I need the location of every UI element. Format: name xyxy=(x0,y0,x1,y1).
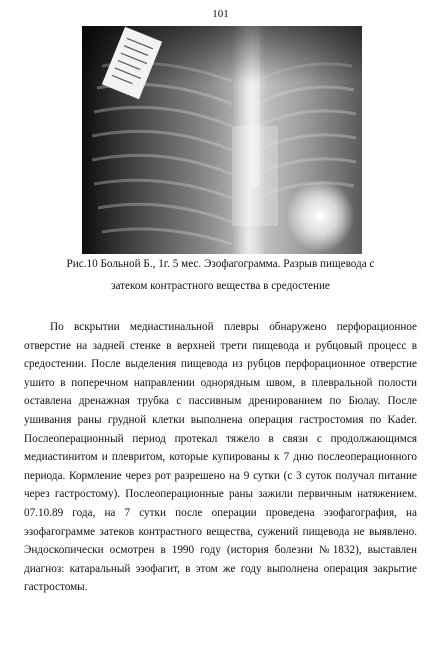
body-paragraph: По вскрытии медиастинальной плевры обнаружено перфорационное отверстие на задней стенке в верхней трети пищевода и рубцовый процесс в средостении. После выделения пищевода из рубцов перфорационное отверстие ушито в поперечном направлении однорядным швом, в плевральной полости оставлена дренажная трубка с пассивным дренированием по Бюлау. После ушивания раны грудной клетки выполнена операция гастростомия по Kader. Послеоперационный период протекал тяжело в связи с продолжающимся медиастинитом и плевритом, которые купированы к 7 дню послеоперационного периода. Кормление через рот разрешено на 9 сутки (с 3 суток получал питание через гастростому). Послеоперационные раны зажили первичным натяжением. 07.10.89 года, на 7 сутки после операции проведена эзофагография, на эзофагограмме затеков контрастного вещества, сужений пищевода не выявлено. Эндоскопически осмотрен в 1990 году (история болезни №1832), выставлен диагноз: катаральный эзофагит, в этом же году выполнена операция закрытие гастростомы. xyxy=(24,321,417,594)
figure-caption-line-1: Рис.10 Больной Б., 1г. 5 мес. Эзофагограмма. Разрыв пищевода с xyxy=(66,258,375,270)
page-number: 101 xyxy=(212,8,229,20)
figure-caption-line-2: затеком контрастного вещества в средостение xyxy=(111,280,330,292)
esophagogram-xray-image xyxy=(82,26,362,254)
